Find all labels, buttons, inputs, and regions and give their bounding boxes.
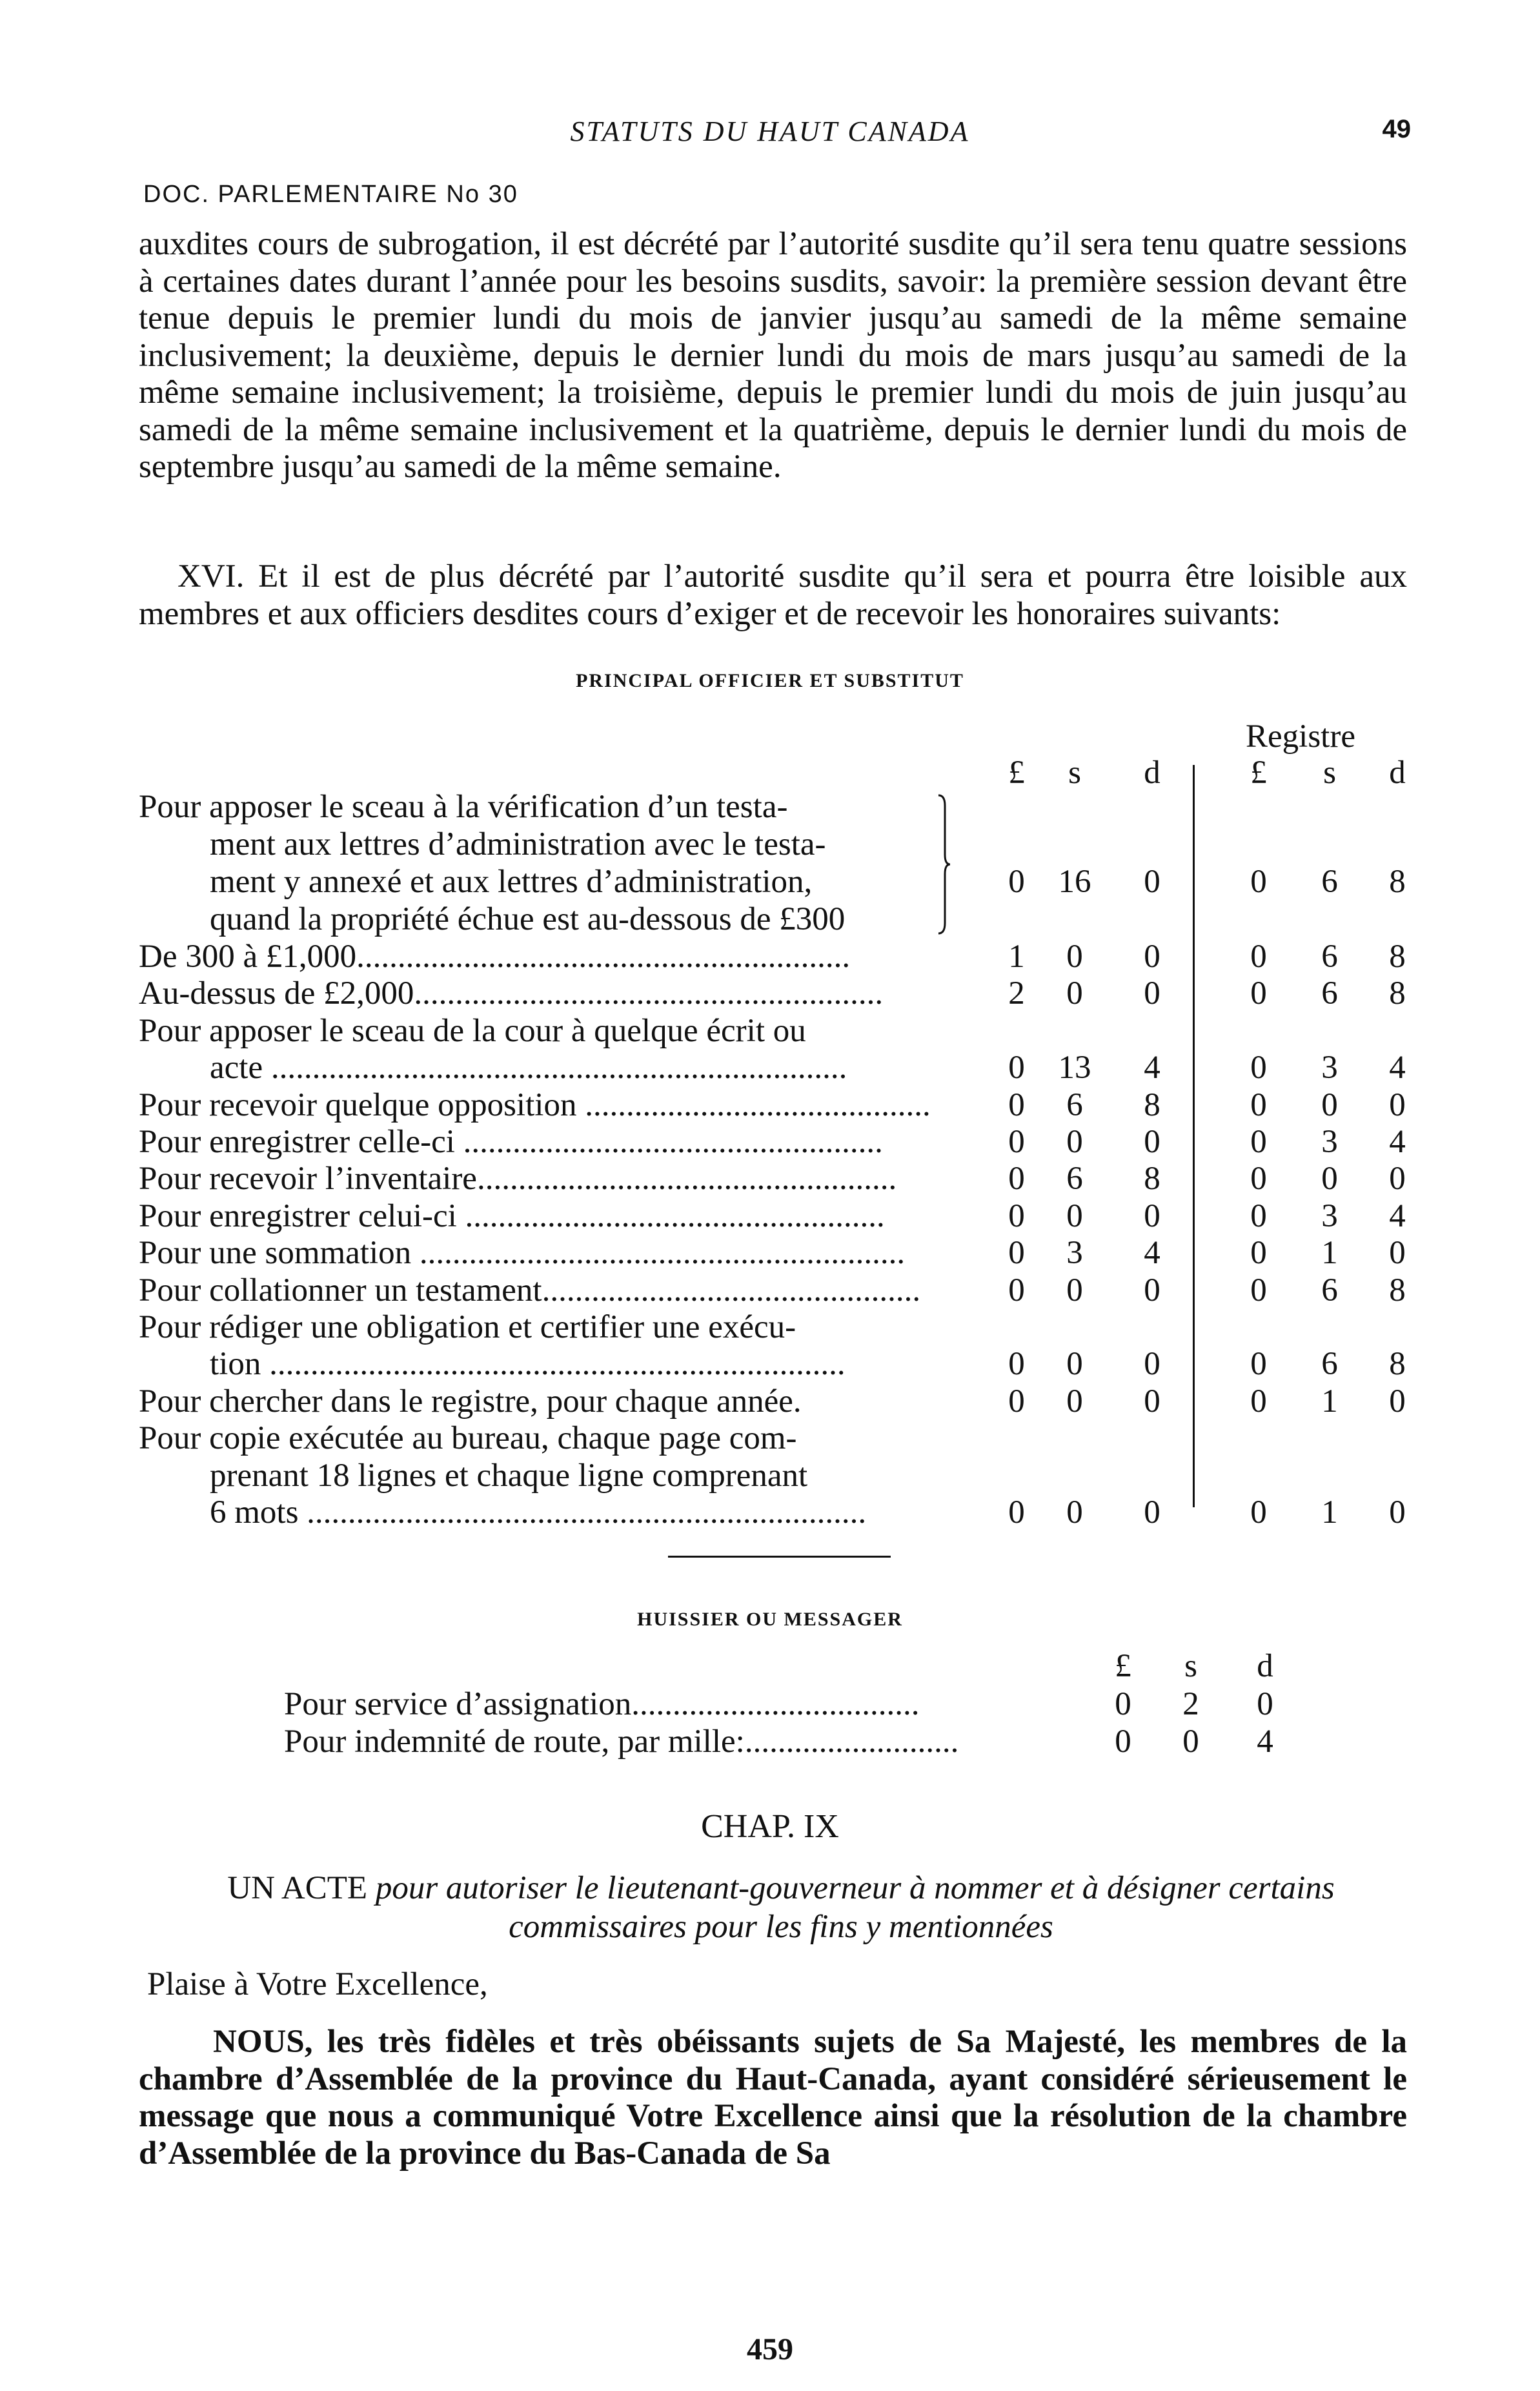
section-divider xyxy=(668,1556,891,1558)
fee-shillings: 0 xyxy=(1066,1383,1083,1419)
fee-shillings: 3 xyxy=(1066,1235,1083,1271)
fee-pounds: 0 xyxy=(1008,1272,1025,1308)
registre-pence: 0 xyxy=(1389,1235,1406,1271)
fee-item-text: Pour enregistrer celui-ci ................................................... xyxy=(139,1198,885,1234)
fee-row xyxy=(139,1198,1407,1235)
fee-pounds: 0 xyxy=(1008,1124,1025,1160)
registre-shillings: 3 xyxy=(1321,1124,1338,1160)
paragraph-preamble: NOUS, les très fidèles et très obéissants sujets de Sa Majesté, les membres de la chambre d’Assemblée de la province du Haut-Canada, ayant considéré sérieusement le message que nous a communiqué Votre Excellence ainsi que la résolution de la chambre d’Assemblée de la province du Bas-Canada de Sa xyxy=(139,2024,1407,2172)
bailiff-shillings: 0 xyxy=(1182,1724,1199,1760)
registre-shillings: 6 xyxy=(1321,975,1338,1012)
fee-shillings: 0 xyxy=(1066,975,1083,1012)
bailiff-column-header-pence: d xyxy=(1257,1648,1273,1684)
registre-pounds: 0 xyxy=(1250,1050,1267,1086)
fee-pounds: 0 xyxy=(1008,1235,1025,1271)
curly-brace-icon xyxy=(936,793,953,936)
fee-pence: 8 xyxy=(1144,1161,1160,1197)
fee-item-text: Pour copie exécutée au bureau, chaque page com- xyxy=(139,1420,797,1456)
registre-column-header-pounds: £ xyxy=(1250,755,1267,791)
registre-shillings: 1 xyxy=(1321,1494,1338,1531)
bailiff-item-text: Pour service d’assignation................................... xyxy=(284,1686,920,1722)
fee-pence: 8 xyxy=(1144,1087,1160,1123)
fee-row xyxy=(139,975,1407,1012)
fee-item-text: Pour une sommation ........................................................... xyxy=(139,1235,906,1271)
fee-pence: 0 xyxy=(1144,975,1160,1012)
fee-row xyxy=(139,1050,1407,1086)
fee-row xyxy=(139,1494,1407,1531)
fee-item-text: Pour enregistrer celle-ci ................................................... xyxy=(139,1124,883,1160)
fee-pence: 4 xyxy=(1144,1235,1160,1271)
registre-pence: 0 xyxy=(1389,1087,1406,1123)
fee-item-text: De 300 à £1,000............................................................ xyxy=(139,939,851,975)
fee-item-text: 6 mots .................................................................... xyxy=(210,1494,867,1531)
fee-pence: 0 xyxy=(1144,1494,1160,1531)
fee-row xyxy=(139,1087,1407,1124)
fee-row xyxy=(139,1272,1407,1309)
fee-item-text: Pour apposer le sceau à la vérification d’un testa- xyxy=(139,789,788,825)
fee-pounds: 1 xyxy=(1008,939,1025,975)
registre-pounds: 0 xyxy=(1250,1161,1267,1197)
fee-row xyxy=(139,1346,1407,1383)
registre-pounds: 0 xyxy=(1250,1272,1267,1308)
fee-item-text: acte ...................................................................... xyxy=(210,1050,847,1086)
registre-pence: 4 xyxy=(1389,1124,1406,1160)
fee-item-text: prenant 18 lignes et chaque ligne comprenant xyxy=(210,1458,808,1494)
registre-shillings: 3 xyxy=(1321,1198,1338,1234)
fee-pounds: 0 xyxy=(1008,1087,1025,1123)
bailiff-table-heading: HUISSIER OU MESSAGER xyxy=(637,1609,903,1630)
fee-shillings: 0 xyxy=(1066,1198,1083,1234)
act-title xyxy=(148,1869,1413,1946)
registre-pence: 8 xyxy=(1389,939,1406,975)
fee-shillings: 0 xyxy=(1066,1272,1083,1308)
bailiff-pence: 4 xyxy=(1257,1724,1273,1760)
fee-item-text: Pour apposer le sceau de la cour à quelque écrit ou xyxy=(139,1013,806,1049)
fee-shillings: 0 xyxy=(1066,1124,1083,1160)
fee-shillings: 0 xyxy=(1066,939,1083,975)
paragraph-section-xvi: XVI. Et il est de plus décrété par l’autorité susdite qu’il sera et pourra être loisible aux membres et aux officiers desdites cours d’exiger et de recevoir les honoraires suivants: xyxy=(139,558,1407,632)
registre-pence: 8 xyxy=(1389,864,1406,900)
running-title: STATUTS DU HAUT CANADA xyxy=(570,116,970,147)
registre-label: Registre xyxy=(1246,718,1355,755)
fees-table-heading: PRINCIPAL OFFICIER ET SUBSTITUT xyxy=(576,670,964,691)
fee-pence: 0 xyxy=(1144,1272,1160,1308)
registre-pounds: 0 xyxy=(1250,1235,1267,1271)
registre-shillings: 3 xyxy=(1321,1050,1338,1086)
fee-pence: 0 xyxy=(1144,939,1160,975)
registre-pence: 0 xyxy=(1389,1161,1406,1197)
fee-item-text: ment y annexé et aux lettres d’administration, xyxy=(210,864,813,900)
fee-pounds: 0 xyxy=(1008,1346,1025,1382)
fee-row xyxy=(139,1383,1407,1420)
fee-row xyxy=(139,1013,1407,1050)
fee-pounds: 0 xyxy=(1008,1161,1025,1197)
registre-pounds: 0 xyxy=(1250,975,1267,1012)
registre-pounds: 0 xyxy=(1250,1124,1267,1160)
fee-row xyxy=(139,1235,1407,1272)
fee-pence: 0 xyxy=(1144,864,1160,900)
column-header-shillings: s xyxy=(1068,755,1081,791)
column-header-pounds: £ xyxy=(1008,755,1025,791)
document-reference: DOC. PARLEMENTAIRE No 30 xyxy=(143,181,518,208)
fee-item-line xyxy=(139,901,1407,938)
fee-pounds: 0 xyxy=(1008,1198,1025,1234)
fee-shillings: 0 xyxy=(1066,1494,1083,1531)
registre-shillings: 6 xyxy=(1321,1346,1338,1382)
bailiff-item-text: Pour indemnité de route, par mille:.......................... xyxy=(284,1724,959,1760)
bailiff-pounds: 0 xyxy=(1115,1724,1131,1760)
fee-item-text: Pour recevoir l’inventaire................................................... xyxy=(139,1161,897,1197)
fee-pounds: 0 xyxy=(1008,1050,1025,1086)
registre-shillings: 1 xyxy=(1321,1383,1338,1419)
fee-row xyxy=(139,1124,1407,1161)
bailiff-row xyxy=(284,1686,1381,1723)
fee-shillings: 0 xyxy=(1066,1346,1083,1382)
registre-pence: 8 xyxy=(1389,1346,1406,1382)
bailiff-column-header-pounds: £ xyxy=(1115,1648,1131,1684)
page-number: 459 xyxy=(747,2332,793,2366)
fee-item-line xyxy=(139,789,1407,826)
registre-column-header-shillings: s xyxy=(1323,755,1336,791)
fee-shillings: 13 xyxy=(1058,1050,1091,1086)
fee-pence: 0 xyxy=(1144,1346,1160,1382)
fee-item-text: ment aux lettres d’administration avec le testa- xyxy=(210,826,826,862)
registre-pence: 8 xyxy=(1389,1272,1406,1308)
greeting: Plaise à Votre Excellence, xyxy=(147,1966,488,2002)
fee-pounds: 0 xyxy=(1008,1383,1025,1419)
registre-pounds: 0 xyxy=(1250,1346,1267,1382)
registre-pounds: 0 xyxy=(1250,1198,1267,1234)
fee-item-text: Pour collationner un testament.............................................. xyxy=(139,1272,921,1308)
act-title-text: pour autoriser le lieutenant-gouverneur à nommer et à désigner certains commissaires pour les fins y mentionnées xyxy=(375,1870,1335,1945)
registre-pence: 4 xyxy=(1389,1198,1406,1234)
fee-shillings: 6 xyxy=(1066,1087,1083,1123)
registre-pounds: 0 xyxy=(1250,1494,1267,1531)
fee-item-text: quand la propriété échue est au-dessous de £300 xyxy=(210,901,846,937)
bailiff-pounds: 0 xyxy=(1115,1686,1131,1722)
fee-pence: 0 xyxy=(1144,1383,1160,1419)
fee-row xyxy=(139,1420,1407,1457)
fee-pence: 0 xyxy=(1144,1124,1160,1160)
fee-pence: 0 xyxy=(1144,1198,1160,1234)
registre-shillings: 6 xyxy=(1321,939,1338,975)
column-header-pence: d xyxy=(1144,755,1160,791)
fee-item-text: Pour rédiger une obligation et certifier une exécu- xyxy=(139,1309,796,1345)
fee-row xyxy=(139,1309,1407,1346)
registre-shillings: 1 xyxy=(1321,1235,1338,1271)
fee-pounds: 0 xyxy=(1008,864,1025,900)
fee-item-text: Au-dessus de £2,000......................................................... xyxy=(139,975,884,1012)
registre-pence: 4 xyxy=(1389,1050,1406,1086)
folio-number: 49 xyxy=(1382,115,1411,143)
registre-pounds: 0 xyxy=(1250,1383,1267,1419)
fee-row xyxy=(139,1458,1407,1494)
fee-pounds: 0 xyxy=(1008,1494,1025,1531)
registre-pence: 0 xyxy=(1389,1383,1406,1419)
registre-pounds: 0 xyxy=(1250,939,1267,975)
fee-item-text: tion ...................................................................... xyxy=(210,1346,846,1382)
registre-shillings: 6 xyxy=(1321,1272,1338,1308)
registre-pounds: 0 xyxy=(1250,864,1267,900)
registre-pence: 8 xyxy=(1389,975,1406,1012)
act-title-prefix: UN ACTE xyxy=(227,1870,376,1906)
fee-row xyxy=(139,939,1407,975)
bailiff-column-header-shillings: s xyxy=(1184,1648,1197,1684)
paragraph-subrogation-sessions: auxdites cours de subrogation, il est décrété par l’autorité susdite qu’il sera tenu quatre sessions à certaines dates durant l’année pour les besoins susdits, savoir: la première session devant être tenue depuis le premier lundi du mois de janvier jusqu’au samedi de la même semaine inclusivement; la deuxième, depuis le dernier lundi du mois de mars jusqu’au samedi de la même semaine inclusivement; la troisième, depuis le premier lundi du mois de juin jusqu’au samedi de la même semaine inclusivement et la quatrième, depuis le dernier lundi du mois de septembre jusqu’au samedi de la même semaine. xyxy=(139,226,1407,485)
fee-item-text: Pour chercher dans le registre, pour chaque année. xyxy=(139,1383,802,1419)
fee-item-text: Pour recevoir quelque opposition .......................................... xyxy=(139,1087,931,1123)
fee-item-line xyxy=(139,826,1407,863)
registre-shillings: 0 xyxy=(1321,1087,1338,1123)
registre-shillings: 6 xyxy=(1321,864,1338,900)
bailiff-pence: 0 xyxy=(1257,1686,1273,1722)
fee-item-line xyxy=(139,864,1407,900)
registre-pounds: 0 xyxy=(1250,1087,1267,1123)
fee-shillings: 16 xyxy=(1058,864,1091,900)
fee-pounds: 2 xyxy=(1008,975,1025,1012)
registre-pence: 0 xyxy=(1389,1494,1406,1531)
bailiff-shillings: 2 xyxy=(1182,1686,1199,1722)
registre-column-header-pence: d xyxy=(1389,755,1406,791)
fee-shillings: 6 xyxy=(1066,1161,1083,1197)
fee-pence: 4 xyxy=(1144,1050,1160,1086)
bailiff-row xyxy=(284,1724,1381,1760)
registre-shillings: 0 xyxy=(1321,1161,1338,1197)
chapter-heading: CHAP. IX xyxy=(701,1808,839,1845)
fee-row xyxy=(139,1161,1407,1197)
